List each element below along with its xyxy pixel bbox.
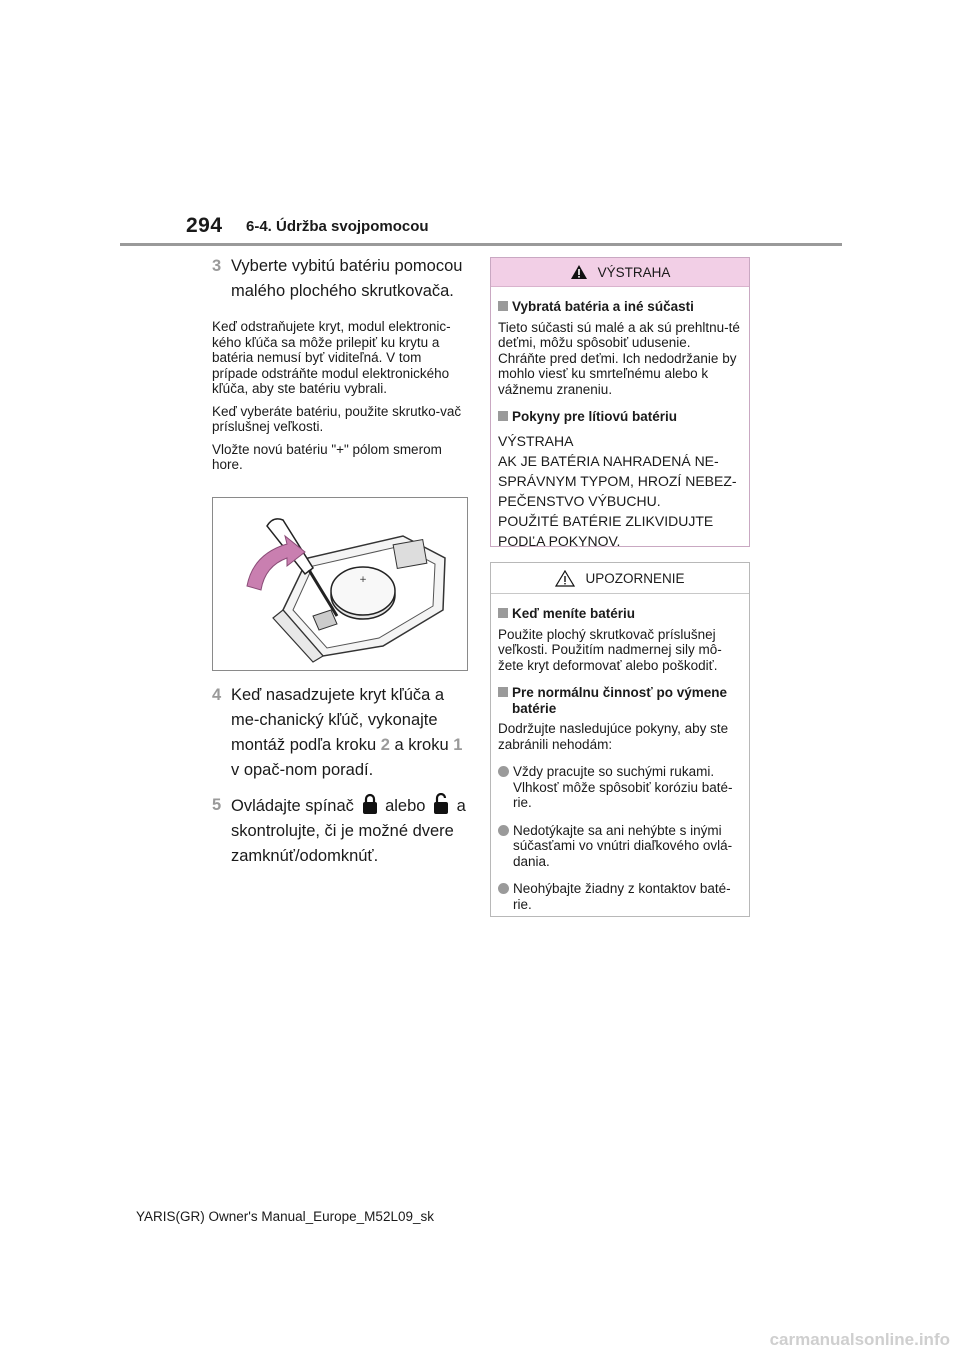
caution-paragraph: Dodržujte nasledujúce pokyny, aby ste zabránili nehodám: (498, 721, 729, 752)
watermark: carmanualsonline.info (769, 1330, 950, 1349)
warning-body (491, 287, 749, 551)
footer-text: YARIS(GR) Owner's Manual_Europe_M52L09_sk (136, 1209, 434, 1224)
caps-line: PODĽA POKYNOV. (498, 532, 621, 549)
step-3 (212, 254, 470, 304)
subheading-text: Keď meníte batériu (512, 606, 635, 621)
warning-subheading (498, 409, 742, 425)
subheading-text: Pre normálnu činnosť po výmene batérie (512, 685, 728, 716)
caution-paragraph: Použite plochý skrutkovač príslušnej veľkosti. Použitím nadmernej sily mô-žete kryt deformovať alebo poškodiť. (498, 626, 722, 673)
caps-line: PEČENSTVO VÝBUCHU. (498, 492, 661, 509)
subheading-text: Vybratá batéria a iné súčasti (512, 299, 694, 314)
list-item (498, 764, 742, 811)
caps-line: SPRÁVNYM TYPOM, HROZÍ NEBEZ- (498, 472, 737, 489)
step-text-part: v opač-nom poradí. (231, 760, 374, 779)
unlock-icon (432, 793, 450, 815)
caution-subheading (498, 606, 742, 622)
notes (212, 319, 470, 473)
step-number: 5 (212, 795, 222, 814)
step-text-part: Ovládajte spínač (231, 796, 359, 815)
step-text-part: a skontrolujte, či je možné dvere zamknúť/odomknúť. (231, 796, 466, 865)
list-item (498, 881, 742, 912)
lock-icon (361, 793, 379, 815)
lithium-warning-text (498, 431, 742, 551)
step-number: 4 (212, 685, 222, 704)
caps-line: AK JE BATÉRIA NAHRADENÁ NE- (498, 452, 719, 469)
step-4 (212, 683, 470, 783)
list-item-text: Neohýbajte žiadny z kontaktov baté-rie. (513, 881, 731, 912)
warning-triangle-icon (570, 264, 588, 280)
step-text-part: alebo (380, 796, 431, 815)
step-reference: 2 (380, 735, 390, 754)
step-text-part: Keď nasadzujete kryt kľúča a me-chanický kľúč, vykonajte montáž podľa kroku (231, 685, 445, 754)
battery-removal-illustration (212, 497, 468, 671)
warning-box (490, 257, 750, 547)
warning-subheading (498, 299, 742, 315)
subheading-text: Pokyny pre lítiovú batériu (512, 409, 678, 424)
caution-subheading (498, 685, 742, 716)
caution-body (491, 594, 749, 912)
caps-line: POUŽITÉ BATÉRIE ZLIKVIDUJTE (498, 512, 714, 529)
list-item-text: Vždy pracujte so suchými rukami. Vlhkosť môže spôsobiť koróziu baté-rie. (513, 764, 733, 810)
warning-title: VÝSTRAHA (597, 264, 671, 280)
key-fob-screwdriver-image (213, 498, 467, 670)
step-number: 3 (212, 257, 222, 275)
step-text (231, 683, 470, 783)
svg-text:+: + (359, 574, 367, 585)
warning-header (491, 258, 749, 287)
list-item-text: Nedotýkajte sa ani nehýbte s inými súčasťami vo vnútri diaľkového ovlá-dania. (513, 822, 733, 869)
caution-title: UPOZORNENIE (585, 570, 685, 586)
square-bullet-icon (498, 301, 508, 311)
left-column (212, 254, 470, 869)
step-reference: 1 (453, 735, 463, 754)
caution-triangle-icon (555, 570, 575, 587)
note: Keď odstraňujete kryt, modul elektronic-kého kľúča sa môže prilepiť ku krytu a batéria nemusí byť viditeľná. V tom prípade odstráňte modul elektronického kľúča, aby ste batériu vybrali. (212, 319, 451, 396)
square-bullet-icon (498, 687, 508, 697)
header-divider (120, 243, 842, 246)
step-text-part: a kroku (389, 735, 454, 754)
caution-box (490, 562, 750, 917)
page-footer (0, 1209, 960, 1224)
step-text: Vyberte vybitú batériu pomocou malého plochého skrutkovača. (231, 257, 463, 300)
section-title: 6-4. Údržba svojpomocou (246, 218, 429, 235)
note: Vložte novú batériu "+" pólom smerom hore. (212, 441, 442, 472)
page-number: 294 (186, 214, 223, 237)
caps-line: VÝSTRAHA (498, 432, 574, 449)
circle-bullet-icon (498, 883, 509, 894)
note: Keď vyberáte batériu, použite skrutko-vač príslušnej veľkosti. (212, 403, 462, 434)
list-item (498, 823, 742, 870)
step-5 (212, 793, 470, 869)
step-text (231, 793, 470, 869)
circle-bullet-icon (498, 766, 509, 777)
square-bullet-icon (498, 411, 508, 421)
caution-header (491, 563, 749, 594)
square-bullet-icon (498, 608, 508, 618)
circle-bullet-icon (498, 825, 509, 836)
warning-paragraph: Tieto súčasti sú malé a ak sú prehltnu-té deťmi, môžu spôsobiť udusenie. Chráňte pred deťmi. Ich nedodržanie by mohlo viesť ku smrteľnému alebo k vážnemu zraneniu. (498, 319, 740, 397)
